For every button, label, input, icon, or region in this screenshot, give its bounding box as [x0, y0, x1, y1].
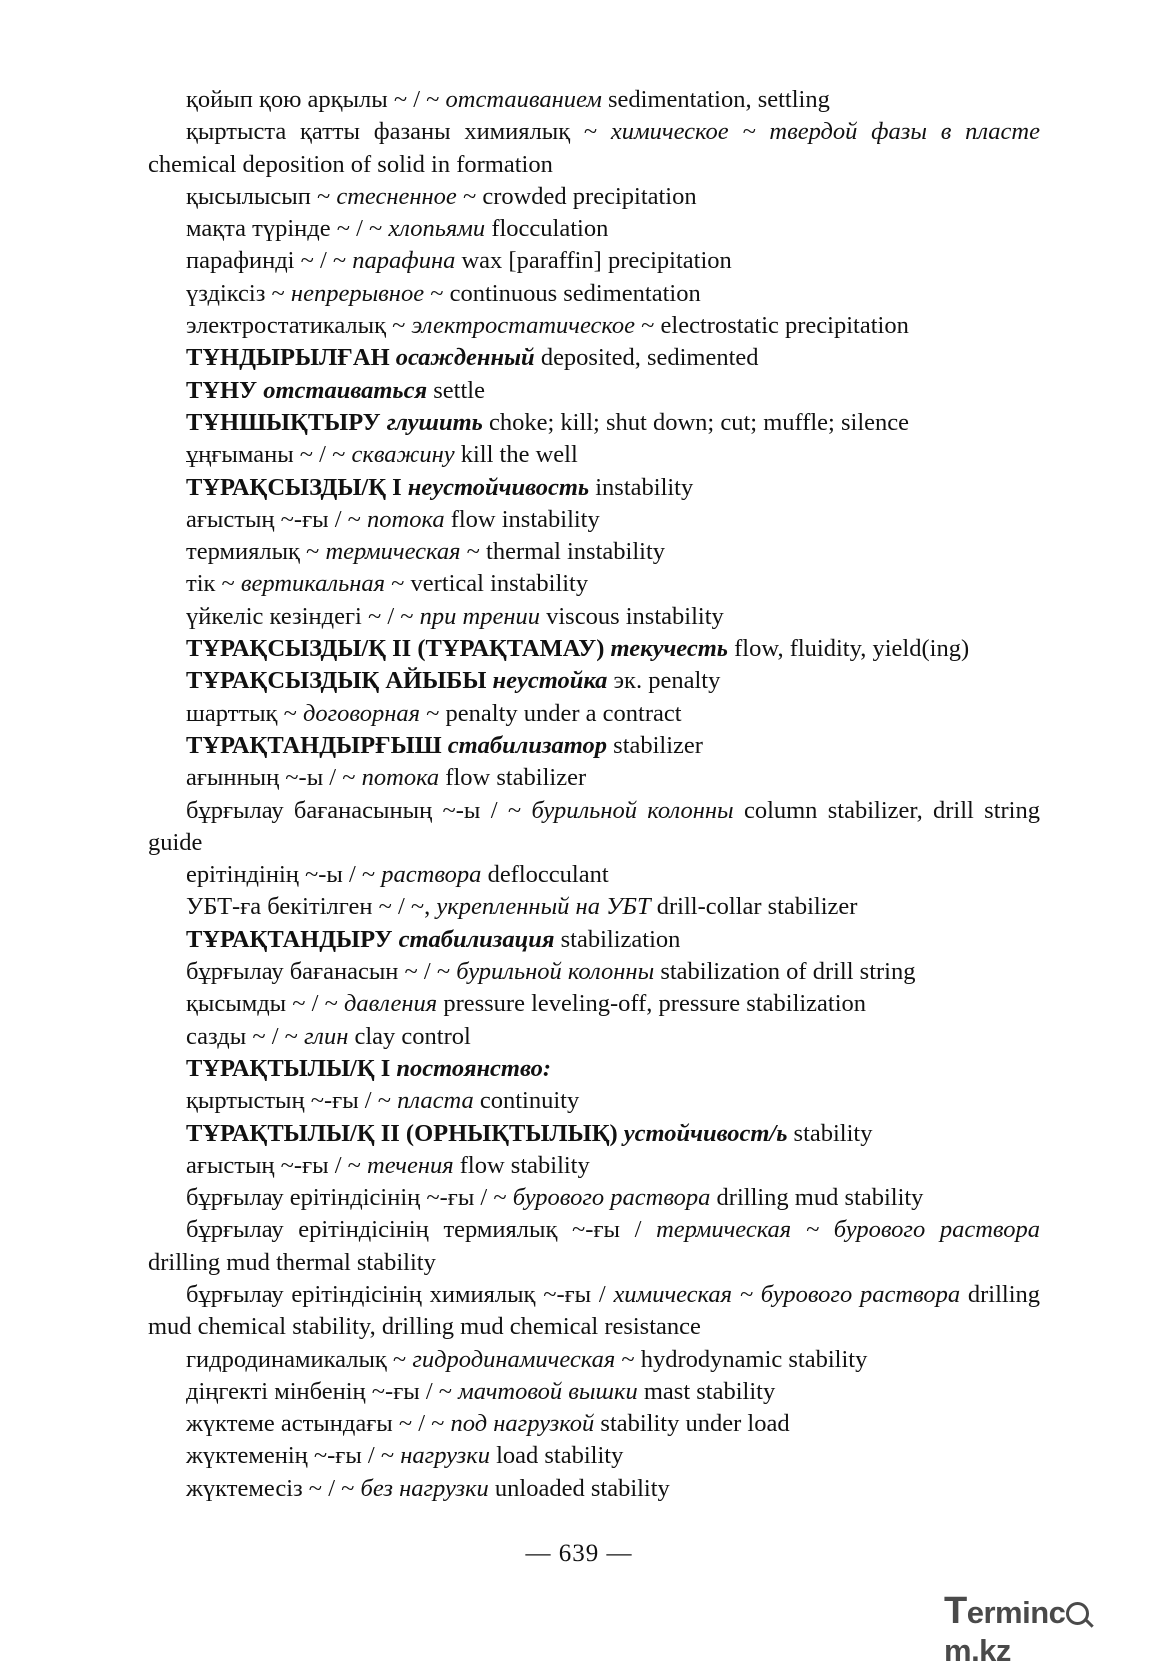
entry-text: бұрғылау ерітіндісінің ~-ғы / ~ — [186, 1184, 513, 1212]
dictionary-entry — [148, 213, 1040, 245]
dictionary-entry — [148, 439, 1040, 471]
entry-text: instability — [589, 473, 694, 501]
entry-text: flow stabilizer — [439, 764, 587, 792]
entry-text: электростатикалық ~ — [186, 312, 412, 340]
entry-headword: стабилизатор — [447, 731, 608, 759]
entry-text: ағыстың ~-ғы / ~ — [186, 505, 368, 533]
entry-headword: ТҰРАҚТАНДЫРУ — [186, 925, 399, 953]
entry-text: drilling mud chemical stability, drilling mud chemical resistance — [148, 1280, 1040, 1341]
entry-russian-term: глин — [304, 1022, 349, 1050]
dictionary-entry — [148, 245, 1040, 277]
entry-text: бұрғылау ерітіндісінің термиялық ~-ғы / — [186, 1216, 657, 1244]
entry-text: қыртыста қатты фазаны химиялық ~ — [186, 118, 611, 146]
entry-text: парафинді ~ / ~ — [186, 247, 353, 275]
entry-text: stabilization of drill string — [654, 958, 916, 986]
entry-headword: глушить — [386, 408, 483, 436]
entry-headword: ТҰНУ — [186, 376, 264, 404]
entry-russian-term: непрерывное — [290, 279, 425, 307]
entry-headword: ТҰНДЫРЫЛҒАН — [186, 344, 396, 372]
entry-headword: устойчивост/ь — [623, 1119, 788, 1147]
dictionary-entry — [148, 1473, 1040, 1505]
entry-russian-term: отстаиванием — [445, 86, 602, 113]
dictionary-entry — [148, 665, 1040, 697]
entry-russian-term: электростатическое — [411, 312, 636, 340]
entry-headword: ТҰРАҚСЫЗДЫ/Қ І — [186, 473, 408, 501]
dictionary-entry — [148, 504, 1040, 536]
entry-text: бұрғылау бағанасының ~-ы / ~ — [186, 796, 532, 824]
entry-text: қыртыстың ~-ғы / ~ — [186, 1087, 398, 1115]
entry-text: бұрғылау бағанасын ~ / ~ — [186, 958, 457, 986]
dictionary-entry — [148, 472, 1040, 504]
entry-headword: ТҰРАҚТЫЛЫ/Қ ІІ (ОРНЫҚТЫЛЫҚ) — [186, 1119, 624, 1147]
dictionary-entry — [148, 1214, 1040, 1279]
entry-russian-term: укрепленный на УБТ — [436, 893, 651, 921]
entry-text: тік ~ — [186, 570, 241, 598]
dictionary-entry — [148, 1182, 1040, 1214]
entry-russian-term: вертикальная — [240, 570, 386, 598]
entry-headword: ТҰРАҚТЫЛЫ/Қ І — [186, 1054, 397, 1082]
entry-text: ~ continuous sedimentation — [424, 279, 701, 307]
dictionary-entry — [148, 1376, 1040, 1408]
entry-russian-term: под нагрузкой — [450, 1410, 595, 1438]
dictionary-entry — [148, 924, 1040, 956]
entry-text: діңгекті мінбенің ~-ғы / ~ — [186, 1377, 459, 1405]
dictionary-entry — [148, 859, 1040, 891]
entry-text: pressure leveling-off, pressure stabilization — [437, 990, 867, 1018]
entry-headword: неустойчивость — [407, 473, 590, 501]
dictionary-entry — [148, 84, 1040, 116]
entry-text: viscous instability — [540, 602, 724, 630]
entry-text: settle — [427, 376, 485, 404]
entry-text: қысылысып ~ — [186, 182, 337, 210]
entry-text: sedimentation, settling — [601, 86, 830, 113]
dictionary-entry — [148, 956, 1040, 988]
entry-text: сазды ~ / ~ — [186, 1022, 305, 1050]
entry-russian-term: без нагрузки — [360, 1474, 489, 1502]
dictionary-entry — [148, 536, 1040, 568]
entry-text: жүктеменің ~-ғы / ~ — [186, 1442, 401, 1470]
entry-headword: ТҰРАҚСЫЗДЫҚ АЙЫБЫ — [186, 667, 493, 695]
dictionary-entry — [148, 1440, 1040, 1472]
dictionary-entry — [148, 891, 1040, 923]
entry-text: chemical deposition of solid in formation — [148, 150, 553, 178]
entry-headword: ТҰРАҚСЫЗДЫ/Қ ІІ (ТҰРАҚТАМАУ) — [186, 635, 611, 663]
entry-headword: постоянство: — [396, 1054, 552, 1082]
entry-text: stabilization — [554, 925, 681, 953]
entry-text: load stability — [489, 1442, 624, 1470]
dictionary-entry — [148, 795, 1040, 860]
watermark-tail: m.kz — [944, 1633, 1011, 1668]
entry-text: ~ crowded precipitation — [456, 182, 697, 210]
entry-russian-term: нагрузки — [400, 1442, 490, 1470]
dictionary-entry — [148, 310, 1040, 342]
entry-text: жүктеме астындағы ~ / ~ — [186, 1410, 451, 1438]
entry-text: ұңғыманы ~ / ~ — [186, 441, 352, 469]
entry-text: гидродинамикалық ~ — [186, 1345, 413, 1373]
entry-text: шарттық ~ — [186, 699, 303, 727]
entry-text: deflocculant — [481, 861, 609, 889]
entry-headword: текучесть — [610, 635, 728, 663]
entry-text: үздіксіз ~ — [186, 279, 291, 307]
entry-headword: отстаиваться — [263, 376, 428, 404]
entry-russian-term: бурильной колонны — [456, 958, 655, 986]
entry-text: ерітіндінің ~-ы / ~ — [186, 861, 382, 889]
terminco-watermark-logo — [944, 1590, 1154, 1668]
entry-text: wax [paraffin] precipitation — [455, 247, 732, 275]
entry-text: drilling mud stability — [710, 1184, 924, 1212]
dictionary-entry — [148, 1085, 1040, 1117]
entry-headword: ТҰНШЫҚТЫРУ — [186, 408, 387, 436]
entry-headword: ТҰРАҚТАНДЫРҒЫШ — [186, 731, 448, 759]
dictionary-entry — [148, 181, 1040, 213]
page-number: — 639 — — [525, 1540, 633, 1567]
entry-text: choke; kill; shut down; cut; muffle; silence — [482, 408, 910, 436]
entry-russian-term: бурильной колонны — [531, 796, 734, 824]
entry-text: flow instability — [444, 505, 600, 533]
entry-russian-term: химическая ~ бурового раствора — [613, 1280, 961, 1308]
entry-text: flocculation — [485, 215, 609, 243]
entry-text: термиялық ~ — [186, 538, 326, 566]
entry-russian-term: мачтовой вышки — [458, 1377, 638, 1405]
entry-text: continuity — [473, 1087, 580, 1115]
dictionary-entries — [148, 84, 1040, 1505]
dictionary-entry — [148, 116, 1040, 181]
dictionary-entry — [148, 1150, 1040, 1182]
entry-text: stability under load — [594, 1410, 790, 1438]
dictionary-entry — [148, 1021, 1040, 1053]
entry-russian-term: стесненное — [336, 182, 457, 210]
entry-text: ~ penalty under a contract — [420, 699, 682, 727]
entry-text: drill-collar stabilizer — [650, 893, 858, 921]
entry-text: жүктемесіз ~ / ~ — [186, 1474, 361, 1502]
entry-text: column stabilizer, drill string guide — [148, 796, 1040, 856]
dictionary-entry — [148, 1118, 1040, 1150]
entry-text: clay control — [348, 1022, 471, 1050]
entry-text: stabilizer — [607, 731, 703, 759]
dictionary-entry — [148, 988, 1040, 1020]
entry-russian-term: скважину — [351, 441, 455, 469]
entry-text: kill the well — [454, 441, 578, 469]
dictionary-entry — [148, 342, 1040, 374]
dictionary-entry — [148, 278, 1040, 310]
entry-text: ағыстың ~-ғы / ~ — [186, 1151, 368, 1179]
entry-text: drilling mud thermal stability — [148, 1248, 436, 1276]
watermark-lead: T — [944, 1590, 967, 1632]
entry-russian-term: потока — [361, 764, 440, 792]
dictionary-entry — [148, 633, 1040, 665]
dictionary-entry — [148, 698, 1040, 730]
entry-text: ~ hydrodynamic stability — [615, 1345, 868, 1373]
entry-text: flow, fluidity, yield(ing) — [728, 635, 970, 663]
dictionary-entry — [148, 1279, 1040, 1344]
dictionary-entry — [148, 730, 1040, 762]
entry-russian-term: термическая ~ бурового раствора — [656, 1216, 1040, 1244]
entry-text: ~ electrostatic precipitation — [635, 312, 909, 340]
entry-text: ~ thermal instability — [460, 538, 666, 566]
entry-russian-term: хлопьями — [388, 215, 486, 243]
dictionary-entry — [148, 1053, 1040, 1085]
dictionary-entry — [148, 762, 1040, 794]
entry-text: қысымды ~ / ~ — [186, 990, 344, 1018]
entry-russian-term: химическое ~ твердой фазы в пласте — [610, 118, 1040, 146]
entry-russian-term: при трении — [419, 602, 540, 630]
entry-text: бұрғылау ерітіндісінің химиялық ~-ғы / — [186, 1280, 614, 1308]
entry-russian-term: бурового раствора — [512, 1184, 711, 1212]
entry-text: ағынның ~-ы / ~ — [186, 764, 362, 792]
entry-text: қойып қою арқылы ~ / ~ — [186, 86, 446, 113]
dictionary-entry — [148, 1344, 1040, 1376]
entry-russian-term: потока — [367, 505, 445, 533]
entry-russian-term: пласта — [397, 1087, 474, 1115]
entry-russian-term: раствора — [381, 861, 482, 889]
entry-russian-term: гидродинамическая — [412, 1345, 616, 1373]
entry-russian-term: давления — [343, 990, 438, 1018]
entry-text: mast stability — [637, 1377, 776, 1405]
magnifier-icon — [1066, 1602, 1089, 1625]
dictionary-entry — [148, 601, 1040, 633]
entry-russian-term: договорная — [302, 699, 421, 727]
entry-russian-term: термическая — [325, 538, 461, 566]
dictionary-entry — [148, 1408, 1040, 1440]
entry-text: ~ vertical instability — [385, 570, 589, 598]
entry-text: УБТ-ға бекітілген ~ / ~, — [186, 893, 437, 921]
entry-text: үйкеліс кезіндегі ~ / ~ — [186, 602, 420, 630]
entry-text: flow stability — [453, 1151, 590, 1179]
entry-text: stability — [787, 1119, 873, 1147]
dictionary-entry — [148, 568, 1040, 600]
entry-text: unloaded stability — [488, 1474, 670, 1502]
entry-headword: осажденный — [395, 344, 535, 372]
entry-russian-term: парафина — [352, 247, 456, 275]
dictionary-entry — [148, 407, 1040, 439]
entry-russian-term: течения — [367, 1151, 454, 1179]
dictionary-entry — [148, 375, 1040, 407]
entry-text: эк. penalty — [607, 667, 721, 695]
watermark-mid: erminc — [966, 1595, 1066, 1630]
entry-text: мақта түрінде ~ / ~ — [186, 215, 389, 243]
entry-headword: стабилизация — [398, 925, 555, 953]
entry-headword: неустойка — [492, 667, 608, 695]
entry-text: deposited, sedimented — [534, 344, 759, 372]
